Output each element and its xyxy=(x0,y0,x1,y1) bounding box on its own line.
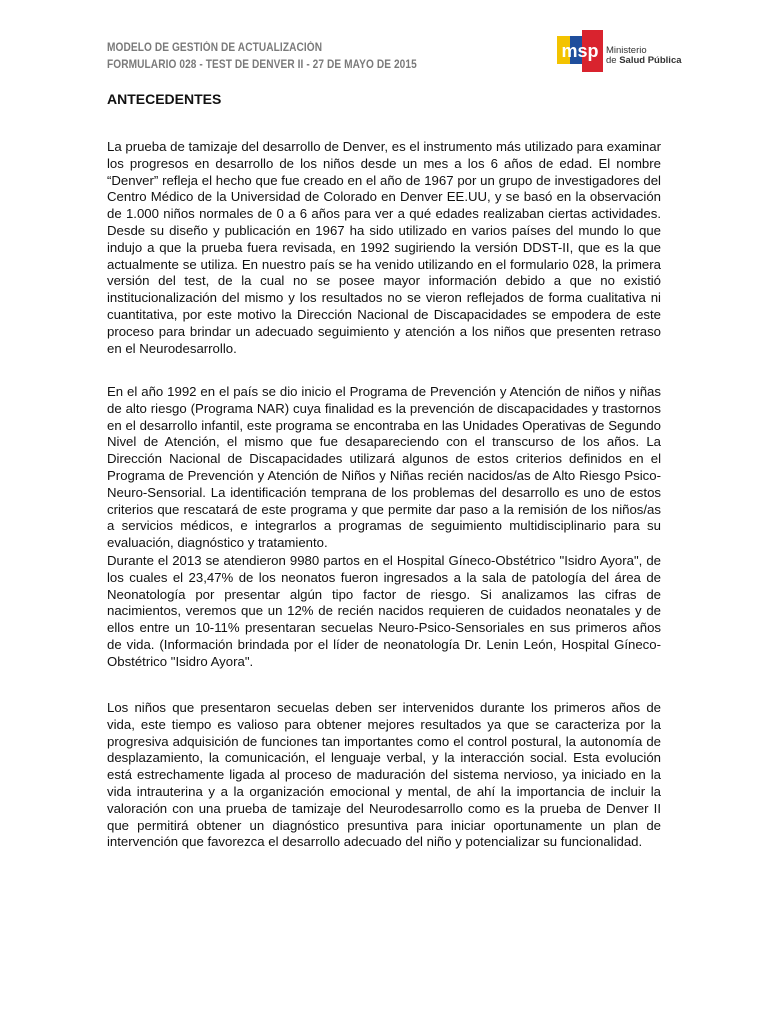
logo-mark-text: msp xyxy=(561,41,599,61)
paragraph: En el año 1992 en el país se dio inicio el Programa de Prevención y Atención de niños y niñas de alto riesgo (Programa NAR) cuya finalidad es la prevención de discapacidades y trastornos en el desarrollo infantil, este programa se encontraba en las Unidades Operativas de Segundo Nivel de Atención, el mismo que fue desapareciendo con el transcurso de los años. La Dirección Nacional de Discapacidades utilizará algunos de estos criterios definidos en el Programa de Prevención y Atención de Niños y Niñas recién nacidos/as de Alto Riesgo Psico-Neuro-Sensorial. La identificación temprana de los problemas del desarrollo es uno de estos criterios que rescatará de este programa y que permite dar paso a la remisión de los niños/as a servicios médicos, e integrarlos a programas de seguimiento multidisciplinario para su evaluación, diagnóstico y tratamiento. xyxy=(107,384,661,551)
logo-caption-line1: Ministerio xyxy=(606,45,647,56)
header-form-line: FORMULARIO 028 - TEST DE DENVER II - 27 DE MAYO DE 2015 xyxy=(107,59,417,71)
section-title: ANTECEDENTES xyxy=(107,91,222,107)
paragraph: Durante el 2013 se atendieron 9980 partos en el Hospital Gíneco-Obstétrico "Isidro Ayora", de los cuales el 23,47% de los neonatos fueron ingresados a la sala de patología del área de Neonatología por presentar algún tipo factor de riesgo. Si analizamos las cifras de nacimientos, veremos que un 12% de recién nacidos requieren de cuidados neonatales y de ellos entre un 10-11% presentaran secuelas Neuro-Psico-Sensoriales en sus primeros años de vida. (Información brindada por el líder de neonatología Dr. Lenin León, Hospital Gíneco-Obstétrico "Isidro Ayora". xyxy=(107,553,661,669)
document-header xyxy=(107,40,459,74)
ministry-logo xyxy=(555,26,685,76)
logo-caption-line2: de Salud Pública xyxy=(606,55,682,66)
paragraph: La prueba de tamizaje del desarrollo de Denver, es el instrumento más utilizado para examinar los progresos en desarrollo de los niños desde un mes a los 6 años de edad. El nombre “Denver” refleja el hecho que fue creado en el año de 1967 por un grupo de investigadores del Centro Médico de la Universidad de Colorado en Denver EE.UU, y se basó en la observación de 1.000 niños normales de 0 a 6 años para ver a qué edades realizaban ciertas actividades. Desde su diseño y publicación en 1967 ha sido utilizado en varios países del mundo lo que indujo a que la prueba fuera revisada, en 1992 sugiriendo la versión DDST-II, que es la que actualmente se utiliza. En nuestro país se ha venido utilizando en el formulario 028, la primera versión del test, de la cual no se posee mayor información debido a que no existió institucionalización del mismo y los resultados no se vieron reflejados de forma cualitativa ni cuantitativa, por este motivo la Dirección Nacional de Discapacidades se empodera de este proceso para brindar un adecuado seguimiento y atención a los niños que presenten retraso en el Neurodesarrollo. xyxy=(107,139,661,356)
paragraph: Los niños que presentaron secuelas deben ser intervenidos durante los primeros años de vida, este tiempo es valioso para obtener mejores resultados ya que se caracteriza por la progresiva adquisición de funciones tan importantes como el control postural, la autonomía de desplazamiento, la comunicación, el lenguaje verbal, y la interacción social. Esta evolución está estrechamente ligada al proceso de maduración del sistema nervioso, ya iniciado en la vida intrauterina y a la organización emocional y mental, de ahí la importancia de incluir la valoración con una prueba de tamizaje del Neurodesarrollo como es la prueba de Denver II que permitirá obtener un diagnóstico presuntiva para iniciar oportunamente un plan de intervención que favorezca el desarrollo adecuado del niño y potencializar su funcionalidad. xyxy=(107,700,661,850)
msp-logo-icon xyxy=(555,26,605,74)
logo-caption xyxy=(606,46,682,66)
header-title-line: MODELO DE GESTIÓN DE ACTUALIZACIÓN xyxy=(107,42,323,54)
